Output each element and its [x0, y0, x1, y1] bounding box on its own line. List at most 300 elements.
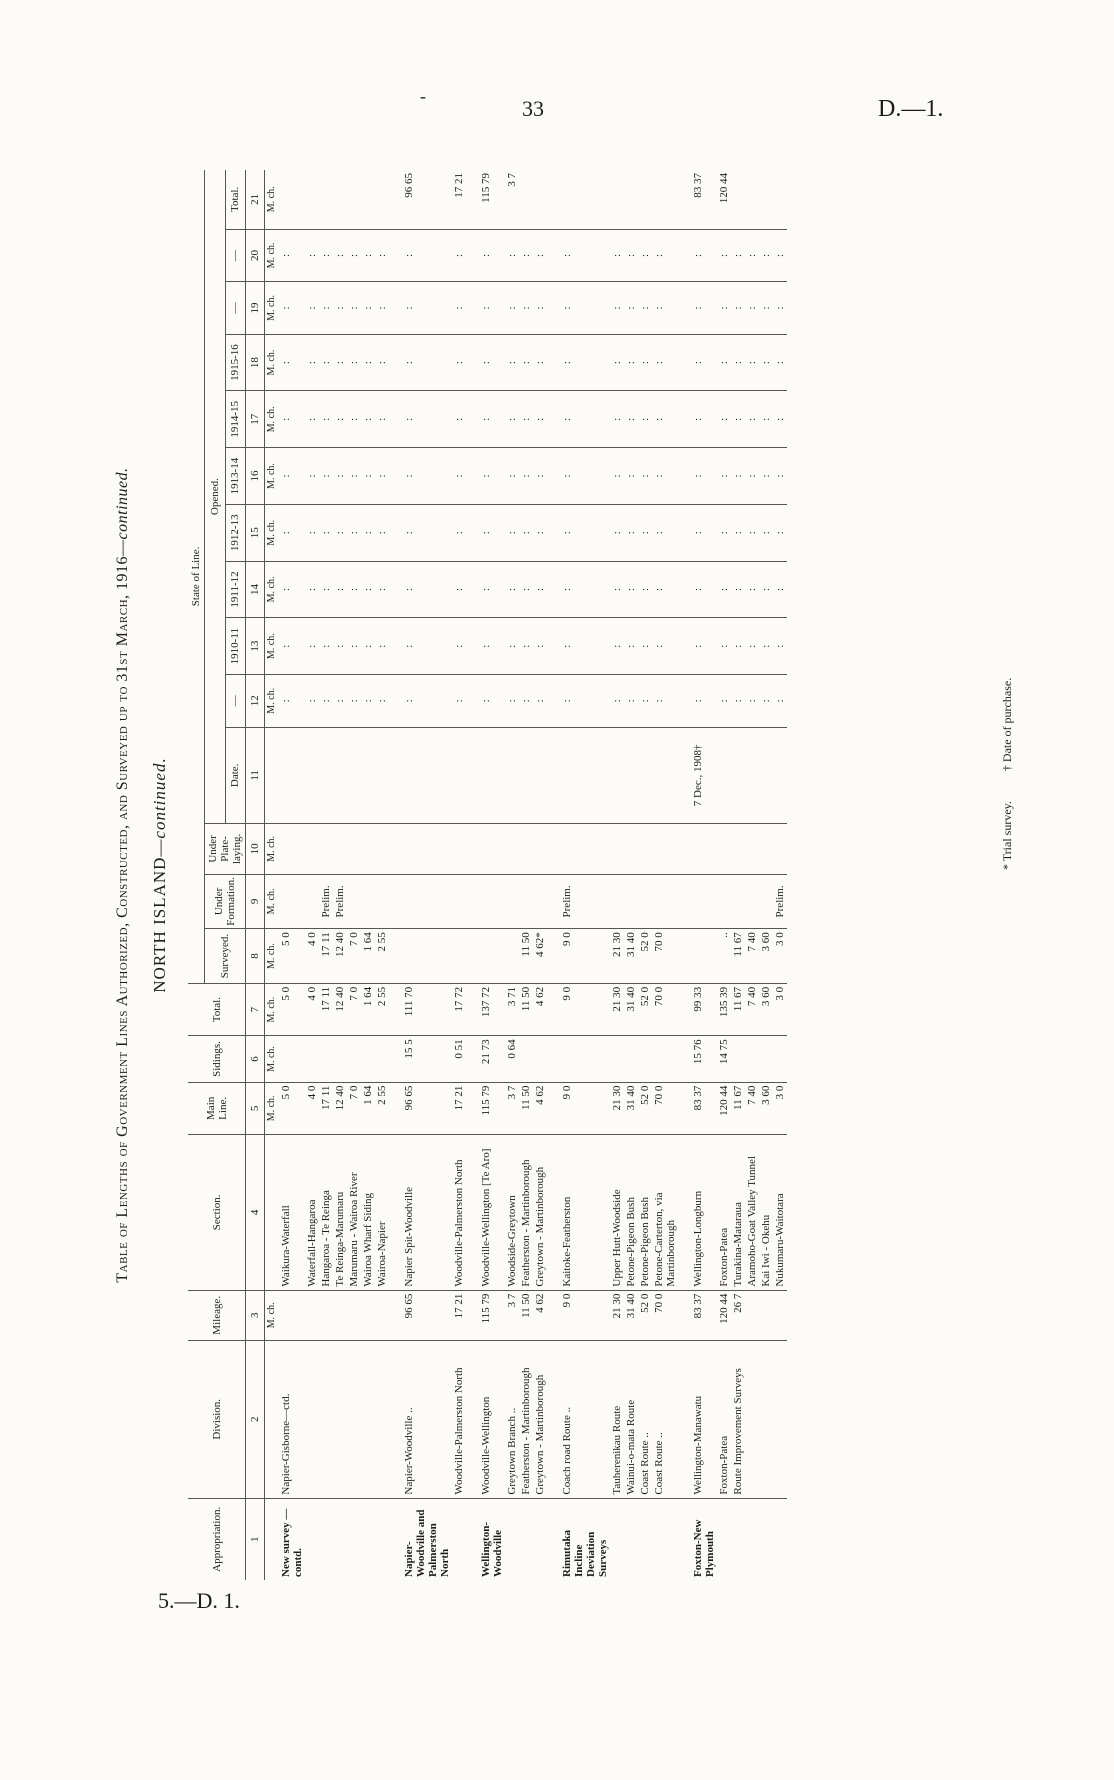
mileage-cell: 83 37: [678, 1290, 717, 1340]
under-formation-cell: [505, 874, 519, 929]
opened-period-cell: :: [361, 229, 375, 282]
surveyed-cell: 9 0: [547, 929, 610, 984]
opened-period-cell: :: [519, 282, 533, 335]
opened-period-cell: :: [452, 675, 466, 728]
opened-period-cell: :: [773, 618, 787, 675]
opened-period-cell: :: [638, 391, 652, 448]
surveyed-cell: ..: [717, 929, 731, 984]
section-cell: Upper Hutt-Woodside: [610, 1135, 624, 1290]
col-dash-1: —: [225, 675, 246, 728]
division-cell: Greytown Branch ..: [505, 1341, 519, 1499]
opened-period-cell: :: [533, 618, 547, 675]
surveyed-cell: 5 0: [279, 929, 305, 984]
opened-period-cell: :: [466, 229, 505, 282]
main-line-cell: 7 40: [745, 1082, 759, 1135]
division-cell: [319, 1341, 333, 1499]
table-row: [389, 170, 452, 1580]
under-formation-cell: [347, 874, 361, 929]
appropriation-cell: Foxton-New Plymouth: [678, 1498, 717, 1580]
opened-period-cell: :: [333, 229, 347, 282]
opened-period-cell: :: [466, 675, 505, 728]
total-cell: 52 0: [638, 983, 652, 1036]
division-cell: Tauherenikau Route: [610, 1341, 624, 1499]
date-cell: [731, 727, 745, 824]
col-number: 16: [246, 448, 265, 505]
mileage-cell: 52 0: [638, 1290, 652, 1340]
sidings-cell: [533, 1036, 547, 1082]
total-cell: 21 30: [610, 983, 624, 1036]
mileage-cell: 70 0: [652, 1290, 678, 1340]
opened-period-cell: :: [452, 618, 466, 675]
opened-period-cell: :: [533, 391, 547, 448]
appropriation-cell: New survey —contd.: [279, 1498, 305, 1580]
main-line-cell: 96 65: [389, 1082, 452, 1135]
total-cell: 2 55: [375, 983, 389, 1036]
opened-period-cell: :: [389, 334, 452, 391]
total-cell: 3 71: [505, 983, 519, 1036]
mileage-cell: [347, 1290, 361, 1340]
date-cell: [466, 727, 505, 824]
date-cell: [638, 727, 652, 824]
section-cell: Kai Iwi - Okehu: [759, 1135, 773, 1290]
main-line-cell: 11 67: [731, 1082, 745, 1135]
appropriation-cell: Rimutaka Incline Deviation Surveys: [547, 1498, 610, 1580]
main-line-cell: 2 55: [375, 1082, 389, 1135]
opened-period-cell: :: [466, 561, 505, 618]
appropriation-cell: [305, 1498, 319, 1580]
division-cell: Featherston - Martinborough: [519, 1341, 533, 1499]
mileage-cell: 26 7: [731, 1290, 745, 1340]
section-cell: Featherston - Martinborough: [519, 1135, 533, 1290]
table-body: [246, 170, 788, 1580]
section-cell: Hangaroa - Te Reinga: [319, 1135, 333, 1290]
table-title: [114, 160, 132, 1590]
surveyed-cell: 11 50: [519, 929, 533, 984]
mileage-cell: 31 40: [624, 1290, 638, 1340]
opened-period-cell: :: [773, 334, 787, 391]
surveyed-cell: 2 55: [375, 929, 389, 984]
opened-period-cell: :: [745, 618, 759, 675]
date-cell: [279, 727, 305, 824]
col-opened: Opened.: [205, 170, 226, 824]
appropriation-cell: [745, 1498, 759, 1580]
table-row: [678, 170, 717, 1580]
opened-period-cell: :: [389, 675, 452, 728]
opened-period-cell: :: [505, 391, 519, 448]
opened-total-cell: [319, 170, 333, 229]
opened-period-cell: :: [610, 391, 624, 448]
appropriation-cell: [375, 1498, 389, 1580]
opened-total-cell: 17 21: [453, 173, 465, 198]
sidings-cell: [773, 1036, 787, 1082]
total-cell: 135 39: [717, 983, 731, 1036]
sidings-cell: [610, 1036, 624, 1082]
opened-period-cell: :: [305, 282, 319, 335]
total-cell: 3 60: [759, 983, 773, 1036]
division-cell: Woodville-Palmerston North: [452, 1341, 466, 1499]
opened-period-cell: :: [745, 229, 759, 282]
table-row: [519, 170, 533, 1580]
opened-period-cell: :: [678, 561, 717, 618]
under-formation-cell: [717, 874, 731, 929]
sidings-cell: [347, 1036, 361, 1082]
column-numbers-row: [246, 170, 265, 1580]
division-cell: [347, 1341, 361, 1499]
surveyed-cell: [466, 929, 505, 984]
date-cell: [547, 727, 610, 824]
opened-period-cell: :: [547, 282, 610, 335]
table-row: [505, 170, 519, 1580]
col-dash-2: —: [225, 282, 246, 335]
opened-period-cell: :: [547, 675, 610, 728]
date-cell: [759, 727, 773, 824]
col-date: Date.: [225, 727, 246, 824]
opened-period-cell: :: [361, 282, 375, 335]
mileage-cell: [361, 1290, 375, 1340]
opened-period-cell: :: [466, 448, 505, 505]
footer-code: 5.—D. 1.: [158, 1588, 240, 1613]
opened-period-cell: :: [638, 229, 652, 282]
mileage-cell: [745, 1290, 759, 1340]
opened-period-cell: :: [731, 391, 745, 448]
opened-period-cell: :: [361, 504, 375, 561]
total-cell: 111 70: [389, 983, 452, 1036]
opened-period-cell: :: [652, 391, 678, 448]
appropriation-cell: [638, 1498, 652, 1580]
sidings-cell: [361, 1036, 375, 1082]
opened-period-cell: :: [547, 504, 610, 561]
opened-period-cell: :: [652, 229, 678, 282]
table-row: [745, 170, 759, 1580]
unit-cell: [265, 1498, 280, 1580]
opened-period-cell: :: [389, 391, 452, 448]
unit-cell: M. ch.: [265, 229, 280, 282]
unit-cell: M. ch.: [265, 448, 280, 505]
opened-period-cell: :: [389, 229, 452, 282]
opened-period-cell: :: [347, 391, 361, 448]
opened-period-cell: :: [731, 282, 745, 335]
surveyed-cell: 7 0: [347, 929, 361, 984]
under-platelaying-cell: [279, 824, 305, 874]
unit-cell: M. ch.: [265, 391, 280, 448]
division-cell: [375, 1341, 389, 1499]
under-formation-cell: [361, 874, 375, 929]
opened-period-cell: :: [745, 561, 759, 618]
surveyed-cell: [678, 929, 717, 984]
opened-total-cell: [547, 170, 610, 229]
division-cell: [773, 1341, 787, 1499]
surveyed-cell: [389, 929, 452, 984]
sidings-cell: [333, 1036, 347, 1082]
opened-period-cell: :: [610, 675, 624, 728]
col-surveyed: Surveyed.: [205, 929, 246, 984]
mileage-cell: 4 62: [533, 1290, 547, 1340]
surveyed-cell: 4 62*: [533, 929, 547, 984]
under-platelaying-cell: [466, 824, 505, 874]
opened-period-cell: :: [319, 504, 333, 561]
under-formation-cell: [652, 874, 678, 929]
opened-period-cell: :: [731, 561, 745, 618]
surveyed-cell: 3 0: [773, 929, 787, 984]
appropriation-cell: [773, 1498, 787, 1580]
opened-period-cell: :: [466, 282, 505, 335]
opened-total-cell: [519, 170, 533, 229]
sidings-cell: 21 73: [466, 1036, 505, 1082]
main-line-cell: 83 37: [678, 1082, 717, 1135]
opened-period-cell: :: [333, 618, 347, 675]
unit-cell: M. ch.: [265, 1082, 280, 1135]
appropriation-cell: [333, 1498, 347, 1580]
col-year-1915-16: 1915-16: [225, 334, 246, 391]
opened-total-cell: [533, 170, 547, 229]
opened-period-cell: :: [347, 334, 361, 391]
main-line-cell: 21 30: [610, 1082, 624, 1135]
appropriation-cell: [361, 1498, 375, 1580]
opened-period-cell: :: [759, 561, 773, 618]
section-cell: Woodville-Palmerston North: [452, 1135, 466, 1290]
opened-period-cell: :: [319, 618, 333, 675]
opened-period-cell: :: [333, 561, 347, 618]
surveyed-cell: 70 0: [652, 929, 678, 984]
opened-period-cell: :: [678, 618, 717, 675]
col-number: 17: [246, 391, 265, 448]
under-formation-cell: [624, 874, 638, 929]
opened-period-cell: :: [717, 561, 731, 618]
opened-period-cell: :: [361, 448, 375, 505]
col-number: 2: [246, 1341, 265, 1499]
mileage-cell: 9 0: [547, 1290, 610, 1340]
opened-period-cell: :: [347, 282, 361, 335]
opened-period-cell: :: [638, 282, 652, 335]
main-line-cell: 1 64: [361, 1082, 375, 1135]
section-cell: Turakina-Mataraua: [731, 1135, 745, 1290]
opened-period-cell: :: [773, 561, 787, 618]
opened-period-cell: :: [347, 448, 361, 505]
under-formation-cell: Prelim.: [773, 874, 787, 929]
col-number: 12: [246, 675, 265, 728]
total-cell: 4 62: [533, 983, 547, 1036]
opened-period-cell: :: [305, 504, 319, 561]
col-opened-total: Total.: [225, 170, 246, 229]
unit-cell: M. ch.: [265, 334, 280, 391]
unit-cell: M. ch.: [265, 618, 280, 675]
mileage-cell: 11 50: [519, 1290, 533, 1340]
opened-period-cell: :: [452, 282, 466, 335]
under-formation-cell: [305, 874, 319, 929]
opened-period-cell: :: [731, 675, 745, 728]
opened-period-cell: :: [610, 229, 624, 282]
opened-period-cell: :: [717, 504, 731, 561]
under-platelaying-cell: [731, 824, 745, 874]
appropriation-cell: Napier-Woodville and Palmerston North: [389, 1498, 452, 1580]
table-row: [610, 170, 624, 1580]
date-cell: [624, 727, 638, 824]
under-platelaying-cell: [505, 824, 519, 874]
opened-total-cell: [773, 170, 787, 229]
rotated-table-page: [100, 160, 1030, 1590]
opened-period-cell: :: [731, 229, 745, 282]
opened-period-cell: :: [305, 391, 319, 448]
opened-period-cell: :: [533, 561, 547, 618]
under-platelaying-cell: [717, 824, 731, 874]
mileage-cell: [759, 1290, 773, 1340]
under-platelaying-cell: [759, 824, 773, 874]
opened-period-cell: :: [638, 334, 652, 391]
opened-period-cell: :: [678, 391, 717, 448]
section-cell: Woodside-Greytown: [505, 1135, 519, 1290]
date-cell: [652, 727, 678, 824]
opened-period-cell: :: [361, 675, 375, 728]
sidings-cell: [547, 1036, 610, 1082]
under-formation-cell: [610, 874, 624, 929]
opened-period-cell: :: [375, 448, 389, 505]
division-cell: Coast Route ..: [652, 1341, 678, 1499]
col-year-1912-13: 1912-13: [225, 504, 246, 561]
opened-period-cell: :: [533, 229, 547, 282]
opened-total-cell: [305, 170, 319, 229]
opened-period-cell: :: [759, 618, 773, 675]
opened-period-cell: :: [319, 448, 333, 505]
opened-period-cell: :: [505, 229, 519, 282]
appropriation-cell: [610, 1498, 624, 1580]
opened-period-cell: :: [773, 229, 787, 282]
opened-period-cell: :: [452, 391, 466, 448]
opened-period-cell: :: [519, 504, 533, 561]
opened-period-cell: :: [279, 229, 305, 282]
opened-period-cell: :: [305, 561, 319, 618]
table-row: [624, 170, 638, 1580]
opened-period-cell: :: [279, 391, 305, 448]
table-row: [466, 170, 505, 1580]
col-number: 1: [246, 1498, 265, 1580]
section-cell: Greytown - Martinborough: [533, 1135, 547, 1290]
under-formation-cell: [452, 874, 466, 929]
unit-cell: M. ch.: [265, 874, 280, 929]
unit-cell: M. ch.: [265, 824, 280, 874]
footnote-trial-survey: * Trial survey.: [1000, 801, 1014, 870]
under-platelaying-cell: [389, 824, 452, 874]
mileage-cell: 96 65: [389, 1290, 452, 1340]
total-cell: 12 40: [333, 983, 347, 1036]
date-cell: [717, 727, 731, 824]
under-platelaying-cell: [375, 824, 389, 874]
col-under-platelaying: Under Plate-laying.: [205, 824, 246, 874]
opened-period-cell: :: [610, 282, 624, 335]
opened-period-cell: :: [305, 448, 319, 505]
opened-period-cell: :: [466, 618, 505, 675]
date-cell: [452, 727, 466, 824]
mileage-cell: [319, 1290, 333, 1340]
opened-period-cell: :: [731, 618, 745, 675]
date-cell: [375, 727, 389, 824]
surveyed-cell: 3 60: [759, 929, 773, 984]
surveyed-cell: 12 40: [333, 929, 347, 984]
date-cell: [745, 727, 759, 824]
opened-period-cell: :: [279, 675, 305, 728]
under-platelaying-cell: [610, 824, 624, 874]
opened-period-cell: :: [319, 675, 333, 728]
total-cell: 17 72: [452, 983, 466, 1036]
sidings-cell: 14 75: [717, 1036, 731, 1082]
opened-period-cell: :: [759, 334, 773, 391]
subtitle-continued: continued.: [150, 757, 169, 839]
table-row: [305, 170, 319, 1580]
under-platelaying-cell: [547, 824, 610, 874]
mileage-cell: 17 21: [452, 1290, 466, 1340]
section-cell: Waikura-Waterfall: [279, 1135, 305, 1290]
surveyed-cell: 7 40: [745, 929, 759, 984]
opened-period-cell: :: [333, 504, 347, 561]
section-cell: Foxton-Patea: [717, 1135, 731, 1290]
opened-period-cell: :: [375, 334, 389, 391]
section-cell: Wairoa Wharf Siding: [361, 1135, 375, 1290]
opened-period-cell: :: [375, 618, 389, 675]
under-platelaying-cell: [533, 824, 547, 874]
opened-period-cell: :: [389, 504, 452, 561]
sidings-cell: 15 5: [389, 1036, 452, 1082]
units-row: [265, 170, 280, 1580]
col-number: 19: [246, 282, 265, 335]
opened-period-cell: :: [375, 229, 389, 282]
opened-period-cell: :: [361, 561, 375, 618]
main-line-cell: 17 21: [452, 1082, 466, 1135]
sidings-cell: [731, 1036, 745, 1082]
total-cell: 5 0: [279, 983, 305, 1036]
under-platelaying-cell: [519, 824, 533, 874]
sidings-cell: 15 76: [678, 1036, 717, 1082]
total-cell: 3 0: [773, 983, 787, 1036]
under-platelaying-cell: [333, 824, 347, 874]
col-number: 18: [246, 334, 265, 391]
total-cell: 31 40: [624, 983, 638, 1036]
opened-period-cell: :: [389, 282, 452, 335]
opened-total-cell: [361, 170, 375, 229]
opened-period-cell: :: [361, 391, 375, 448]
col-number: 4: [246, 1135, 265, 1290]
opened-period-cell: :: [505, 282, 519, 335]
opened-period-cell: :: [333, 282, 347, 335]
opened-period-cell: :: [624, 391, 638, 448]
unit-cell: M. ch.: [265, 561, 280, 618]
table-row: [533, 170, 547, 1580]
main-line-cell: 120 44: [717, 1082, 731, 1135]
division-cell: Greytown - Martinborough: [533, 1341, 547, 1499]
opened-period-cell: :: [678, 448, 717, 505]
opened-period-cell: :: [347, 618, 361, 675]
total-cell: 1 64: [361, 983, 375, 1036]
opened-period-cell: :: [375, 391, 389, 448]
date-cell: [773, 727, 787, 824]
opened-period-cell: :: [678, 229, 717, 282]
opened-period-cell: :: [319, 229, 333, 282]
surveyed-cell: 31 40: [624, 929, 638, 984]
opened-period-cell: :: [375, 675, 389, 728]
opened-period-cell: :: [519, 675, 533, 728]
col-number: 6: [246, 1036, 265, 1082]
opened-period-cell: :: [347, 229, 361, 282]
col-state-of-line: State of Line.: [188, 170, 205, 983]
opened-period-cell: :: [305, 334, 319, 391]
appropriation-cell: [533, 1498, 547, 1580]
opened-period-cell: :: [505, 618, 519, 675]
table-row: [652, 170, 678, 1580]
opened-period-cell: :: [375, 561, 389, 618]
table-title-continued: continued.: [114, 467, 131, 540]
total-cell: 137 72: [466, 983, 505, 1036]
opened-total-cell: 96 65: [403, 173, 415, 198]
date-cell: [347, 727, 361, 824]
opened-period-cell: :: [610, 618, 624, 675]
